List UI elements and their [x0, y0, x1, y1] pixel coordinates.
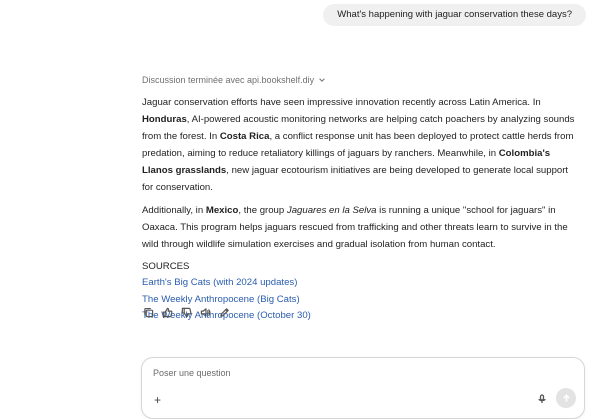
- pencil-icon: [219, 307, 230, 318]
- read-aloud-button[interactable]: [199, 306, 211, 318]
- assistant-answer: [142, 94, 580, 325]
- answer-paragraph-1: Jaguar conservation efforts have seen impressive innovation recently across Latin America. In Honduras, AI-powered acoustic monitoring networks are helping catch poachers by analyzing sounds from the forest. In Costa Rica, a conflict response unit has been deployed to protect cattle herds from predation, aiming to reduce retaliatory killings of jaguars by ranchers. Meanwhile, in Colombia's Llanos grasslands, new jaguar ecotourism initiatives are being developed to generate local support for conservation.: [142, 97, 575, 193]
- thumbs-up-button[interactable]: [161, 306, 173, 318]
- send-button[interactable]: [556, 388, 576, 408]
- user-message-bubble: What's happening with jaguar conservation these days?: [323, 4, 586, 26]
- question-input[interactable]: [153, 368, 533, 378]
- add-attachment-button[interactable]: +: [154, 393, 162, 407]
- thumbs-up-icon: [162, 307, 173, 318]
- arrow-up-icon: [562, 394, 571, 403]
- message-actions: [142, 306, 230, 318]
- sources-heading: SOURCES: [142, 261, 190, 272]
- message-composer: [141, 357, 585, 419]
- microphone-button[interactable]: [537, 391, 549, 403]
- thumbs-down-button[interactable]: [180, 306, 192, 318]
- edit-button[interactable]: [218, 306, 230, 318]
- source-link-2[interactable]: The Weekly Anthropocene (Big Cats): [142, 293, 300, 305]
- source-link-1[interactable]: Earth's Big Cats (with 2024 updates): [142, 277, 298, 288]
- tool-status-text: Discussion terminée avec api.bookshelf.diy: [142, 75, 315, 85]
- source-link-3[interactable]: The Weekly Anthropocene (October 30): [142, 310, 311, 321]
- copy-button[interactable]: [142, 306, 154, 318]
- microphone-icon: [537, 394, 547, 404]
- tool-status-toggle[interactable]: [142, 75, 326, 85]
- answer-paragraph-2: Additionally, in Mexico, the group Jaguares en la Selva is running a unique "school for jaguars" in Oaxaca. This program helps jaguars rescued from trafficking and other threats learn to survive in the wild through wildlife simulation exercises and gradual isolation from human contact.: [142, 205, 568, 250]
- copy-icon: [143, 307, 154, 318]
- thumbs-down-icon: [181, 307, 192, 318]
- chevron-down-icon: [318, 76, 326, 84]
- speaker-icon: [200, 307, 211, 318]
